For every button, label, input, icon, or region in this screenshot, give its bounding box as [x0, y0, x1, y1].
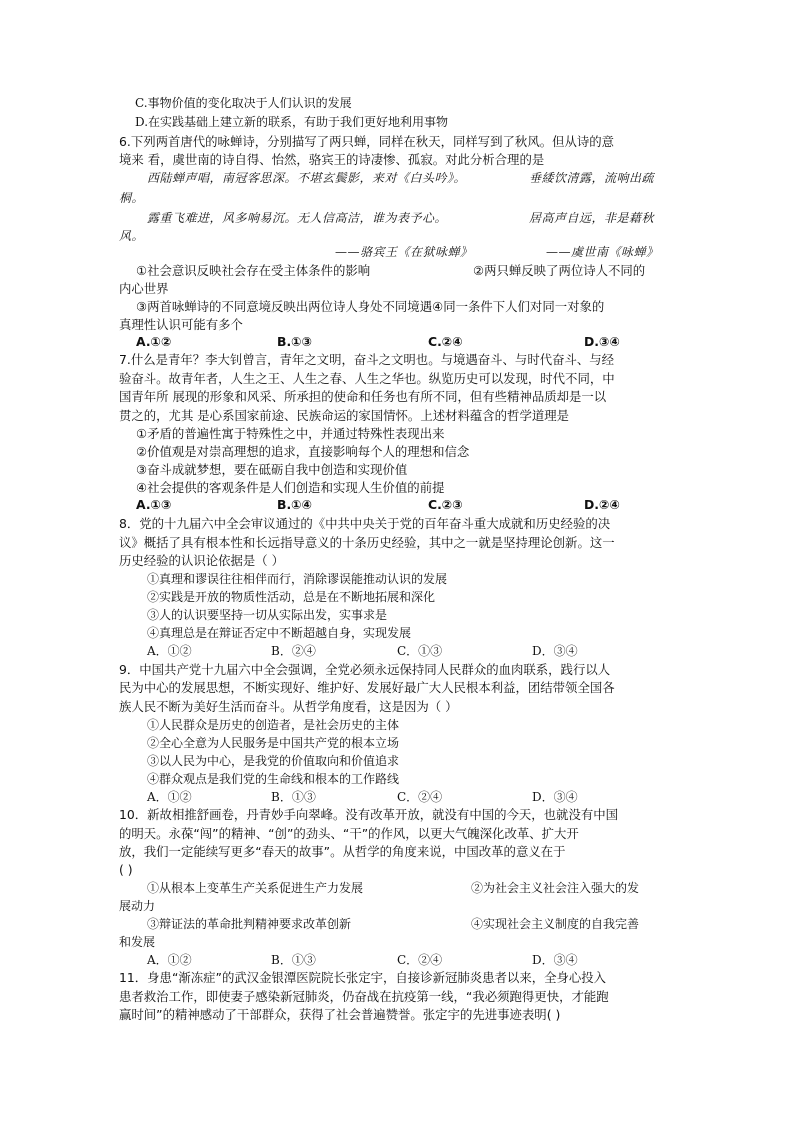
text-line: A．①② [147, 790, 192, 804]
text-line: ③以人民为中心，是我党的价值取向和价值追求 [147, 754, 400, 768]
text-line: ②全心全意为人民服务是中国共产党的根本立场 [147, 736, 400, 750]
text-line: D．③④ [532, 953, 578, 967]
text-line: ③两首咏蝉诗的不同意境反映出两位诗人身处不同境遇④同一条件下人们对同一对象的 [136, 299, 605, 314]
text-line: 国青年所 展现的形象和风采、所承担的使命和任务也有所不同，但有些精神品质却是一以 [119, 389, 607, 404]
text-line: 族人民不断为美好生活而奋斗。从哲学角度看，这是因为（ ） [119, 699, 458, 714]
text-line: 议》概括了具有根本性和长远指导意义的十条历史经验，其中之一就是坚持理论创新。这一 [119, 535, 615, 550]
text-line: 境来 看，虞世南的诗自得、怡然，骆宾王的诗凄惨、孤寂。对此分析合理的是 [119, 152, 545, 167]
text-line: ②实践是开放的物质性活动，总是在不断地拓展和深化 [147, 590, 436, 604]
text-line: ①从根本上变革生产关系促进生产力发展 [147, 881, 364, 895]
text-line: 验奋斗。故青年者，人生之王、人生之春、人生之华也。纵览历史可以发现，时代不同，中 [119, 371, 615, 386]
text-line: D．③④ [532, 790, 578, 804]
text-line: 桐。 [119, 191, 145, 205]
text-line: C．②④ [397, 790, 443, 804]
text-line: 历史经验的认识论依据是（ ） [119, 553, 285, 568]
text-line: ——骆宾王《在狱咏蝉》 [335, 245, 473, 259]
text-line: 民为中心的发展思想，不断实现好、维护好、发展好最广大人民根本利益，团结带领全国各 [119, 680, 615, 695]
text-line: D.在实践基础上建立新的联系，有助于我们更好地利用事物 [135, 115, 449, 129]
text-line: ④群众观点是我们党的生命线和根本的工作路线 [147, 772, 400, 786]
text-line: 8．党的十九届六中全会审议通过的《中共中央关于党的百年奋斗重大成就和历史经验的决 [119, 516, 611, 531]
text-line: ④真理总是在辩证否定中不断超越自身，实现发展 [147, 626, 412, 640]
text-line: D.③④ [584, 334, 620, 349]
text-line: A．①② [147, 644, 192, 658]
text-line: C.②③ [428, 497, 463, 512]
text-line: 风。 [119, 229, 145, 243]
text-line: 露重飞难进，风多响易沉。无人信高洁，谁为表予心。 [147, 211, 448, 225]
text-line: ①真理和谬误往往相伴而行，消除谬误能推动认识的发展 [147, 572, 448, 586]
text-line: ③辩证法的革命批判精神要求改革创新 [147, 917, 352, 931]
text-line: ①社会意识反映社会存在受主体条件的影响 [136, 263, 371, 278]
text-line: 的明天。永葆“闯”的精神、“创”的劲头、“干”的作风，以更大气魄深化改革、扩大开 [119, 826, 579, 841]
text-line: 内心世界 [119, 281, 169, 296]
text-line: B.①③ [277, 334, 313, 349]
text-line: ④实现社会主义制度的自我完善 [471, 917, 640, 931]
text-line: C.②④ [428, 334, 463, 349]
text-line: 10．新故相推舒画卷，丹青妙手向翠峰。没有改革开放，就没有中国的今天，也就没有中国 [119, 807, 619, 822]
text-line: ②两只蝉反映了两位诗人不同的 [473, 263, 646, 278]
text-line: D．③④ [532, 644, 578, 658]
text-line: ③奋斗成就梦想，要在砥砺自我中创造和实现价值 [136, 462, 408, 477]
text-line: 患者救治工作，即使妻子感染新冠肺炎，仍奋战在抗疫第一线，“我必须跑得更快，才能跑 [119, 989, 609, 1004]
text-line: 真理性认识可能有多个 [119, 317, 243, 332]
text-line: ①人民群众是历史的创造者，是社会历史的主体 [147, 718, 400, 732]
text-line: 9．中国共产党十九届六中全会强调，全党必须永远保持同人民群众的血肉联系，践行以人 [119, 662, 611, 677]
text-line: ①矛盾的普遍性寓于特殊性之中，并通过特殊性表现出来 [136, 426, 445, 441]
text-line: 7.什么是青年？李大钊曾言，青年之文明，奋斗之文明也。与境遇奋斗、与时代奋斗、与经 [119, 352, 615, 367]
text-line: 西陆蝉声唱，南冠客思深。不堪玄鬓影，来对《白头吟》。 [147, 171, 467, 185]
text-line: 赢时间”的精神感动了干部群众，获得了社会普遍赞誉。张定宇的先进事迹表明( ) [119, 1007, 561, 1022]
text-line: B．②④ [271, 644, 316, 658]
text-line: 贯之的，尤其 是心系国家前途、民族命运的家国情怀。上述材料蕴含的哲学道理是 [119, 408, 570, 423]
text-line: ( ) [119, 862, 133, 877]
text-line: B．①③ [271, 790, 316, 804]
text-line: 和发展 [119, 935, 156, 949]
text-line: ④社会提供的客观条件是人们创造和实现人生价值的前提 [136, 480, 445, 495]
text-line: 放，我们一定能续写更多“春天的故事”。从哲学的角度来说，中国改革的意义在于 [119, 844, 566, 859]
text-line: ②为社会主义社会注入强大的发 [471, 881, 640, 895]
text-line: ③人的认识要坚持一切从实际出发，实事求是 [147, 608, 388, 622]
text-line: C．②④ [397, 953, 443, 967]
text-line: ②价值观是对崇高理想的追求，直接影响每个人的理想和信念 [136, 444, 470, 459]
text-line: A．①② [147, 953, 192, 967]
text-line: C．①③ [397, 644, 443, 658]
text-line: ——虞世南《咏蝉》 [546, 245, 659, 259]
text-line: A.①③ [136, 497, 172, 512]
text-line: 6.下列两首唐代的咏蝉诗，分别描写了两只蝉，同样在秋天，同样写到了秋风。但从诗的意 [119, 134, 615, 149]
text-line: D.②④ [584, 497, 620, 512]
text-line: C.事物价值的变化取决于人们认识的发展 [135, 96, 352, 110]
text-line: A.①② [136, 334, 172, 349]
text-line: 展动力 [119, 899, 156, 913]
text-line: B.①④ [277, 497, 313, 512]
text-line: 垂緌饮清露，流响出疏 [529, 171, 655, 185]
text-line: 11．身患“渐冻症”的武汉金银潭医院院长张定宇，自接诊新冠肺炎患者以来，全身心投入 [119, 970, 607, 985]
text-line: B．①③ [271, 953, 316, 967]
text-line: 居高声自远，非是藉秋 [529, 211, 655, 225]
